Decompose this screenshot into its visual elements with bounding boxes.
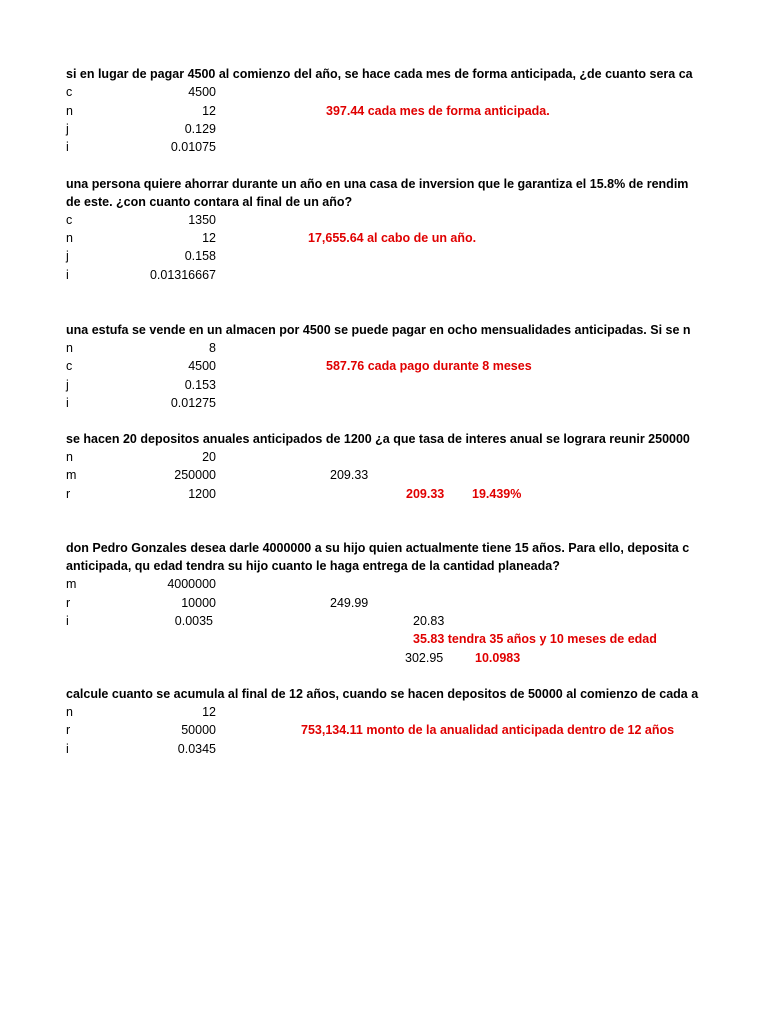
problem-5-value-m[interactable]: 4000000 — [167, 577, 216, 591]
problem-1-value-j[interactable]: 0.129 — [184, 122, 216, 136]
problem-1-value-i[interactable]: 0.01075 — [170, 140, 216, 154]
problem-1-label-j[interactable]: j — [66, 122, 69, 136]
problem-5-calc-3[interactable]: 302.95 — [405, 651, 444, 665]
problem-2-question-line-1[interactable]: una persona quiere ahorrar durante un año en una casa de inversion que le garantiza el 15.8% de rendim — [66, 177, 689, 191]
problem-4-value-n[interactable]: 20 — [202, 450, 216, 464]
problem-5-value-r[interactable]: 10000 — [181, 596, 216, 610]
problem-2-label-i[interactable]: i — [66, 268, 69, 282]
problem-2-value-c[interactable]: 1350 — [188, 213, 216, 227]
problem-1-value-n[interactable]: 12 — [202, 104, 216, 118]
problem-3-value-i[interactable]: 0.01275 — [170, 396, 216, 410]
problem-5-answer-rate[interactable]: 10.0983 — [475, 651, 521, 665]
problem-4-value-r[interactable]: 1200 — [188, 487, 216, 501]
problem-2-question-line-2[interactable]: de este. ¿con cuanto contara al final de un año? — [66, 195, 353, 209]
problem-4-label-r[interactable]: r — [66, 487, 71, 501]
problem-5-label-m[interactable]: m — [66, 577, 77, 591]
problem-3-value-c[interactable]: 4500 — [188, 359, 216, 373]
problem-3-answer[interactable]: 587.76 cada pago durante 8 meses — [326, 359, 532, 373]
problem-6-answer[interactable]: 753,134.11 monto de la anualidad anticipada dentro de 12 años — [301, 723, 675, 737]
problem-5-calc-1[interactable]: 249.99 — [330, 596, 369, 610]
problem-5-question-line-2[interactable]: anticipada, qu edad tendra su hijo cuanto le haga entrega de la cantidad planeada? — [66, 559, 560, 573]
problem-4-value-m[interactable]: 250000 — [174, 468, 216, 482]
problem-5-label-r[interactable]: r — [66, 596, 71, 610]
problem-1-question[interactable]: si en lugar de pagar 4500 al comienzo del año, se hace cada mes de forma anticipada, ¿de cuanto sera ca — [66, 67, 693, 81]
problem-4-label-n[interactable]: n — [66, 450, 73, 464]
problem-1-answer[interactable]: 397.44 cada mes de forma anticipada. — [326, 104, 550, 118]
problem-2-label-j[interactable]: j — [66, 249, 69, 263]
problem-4-answer-rate[interactable]: 19.439% — [472, 487, 522, 501]
problem-1-label-c[interactable]: c — [66, 85, 73, 99]
problem-4-calc[interactable]: 209.33 — [330, 468, 369, 482]
problem-2-label-c[interactable]: c — [66, 213, 73, 227]
problem-3-label-j[interactable]: j — [66, 378, 69, 392]
problem-2-label-n[interactable]: n — [66, 231, 73, 245]
problem-2-answer[interactable]: 17,655.64 al cabo de un año. — [308, 231, 477, 245]
problem-2-value-n[interactable]: 12 — [202, 231, 216, 245]
problem-3-label-n[interactable]: n — [66, 341, 73, 355]
problem-5-answer-age[interactable]: 35.83 tendra 35 años y 10 meses de edad — [413, 632, 657, 646]
problem-6-label-n[interactable]: n — [66, 705, 73, 719]
problem-6-label-i[interactable]: i — [66, 742, 69, 756]
problem-6-value-r[interactable]: 50000 — [181, 723, 216, 737]
problem-6-value-i[interactable]: 0.0345 — [177, 742, 216, 756]
problem-1-value-c[interactable]: 4500 — [188, 85, 216, 99]
problem-5-question-line-1[interactable]: don Pedro Gonzales desea darle 4000000 a su hijo quien actualmente tiene 15 años. Para ello, deposita c — [66, 541, 690, 555]
problem-4-question[interactable]: se hacen 20 depositos anuales anticipados de 1200 ¿a que tasa de interes anual se lograra reunir 250000 — [66, 432, 690, 446]
problem-5-label-i[interactable]: i — [66, 614, 69, 628]
problem-3-label-c[interactable]: c — [66, 359, 73, 373]
problem-1-label-i[interactable]: i — [66, 140, 69, 154]
problem-4-answer-value[interactable]: 209.33 — [406, 487, 445, 501]
problem-5-value-i[interactable]: 0.0035 — [174, 614, 213, 628]
problem-3-question[interactable]: una estufa se vende en un almacen por 4500 se puede pagar en ocho mensualidades anticipadas. Si se n — [66, 323, 691, 337]
problem-6-value-n[interactable]: 12 — [202, 705, 216, 719]
problem-3-value-j[interactable]: 0.153 — [184, 378, 216, 392]
problem-3-label-i[interactable]: i — [66, 396, 69, 410]
problem-6-question[interactable]: calcule cuanto se acumula al final de 12 años, cuando se hacen depositos de 50000 al comienzo de cada a — [66, 687, 699, 701]
problem-3-value-n[interactable]: 8 — [209, 341, 216, 355]
problem-6-label-r[interactable]: r — [66, 723, 71, 737]
problem-2-value-i[interactable]: 0.01316667 — [149, 268, 216, 282]
problem-1-label-n[interactable]: n — [66, 104, 73, 118]
problem-5-calc-2[interactable]: 20.83 — [413, 614, 445, 628]
problem-4-label-m[interactable]: m — [66, 468, 77, 482]
problem-2-value-j[interactable]: 0.158 — [184, 249, 216, 263]
